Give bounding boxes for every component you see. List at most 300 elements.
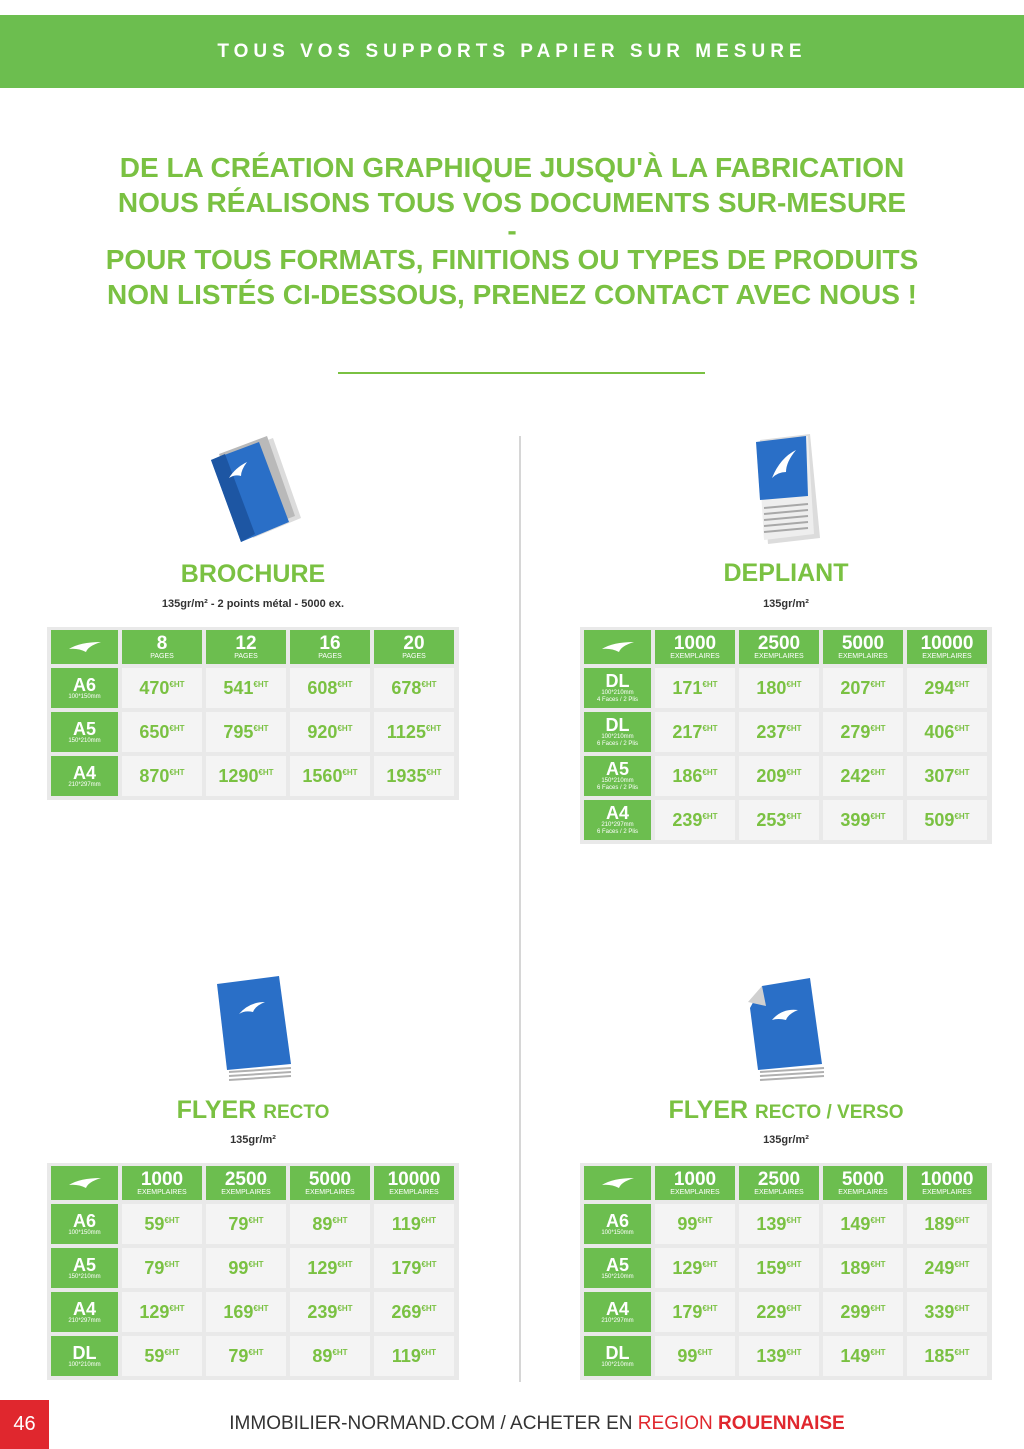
- price-value: 608: [307, 677, 338, 698]
- price-cell: [907, 800, 987, 840]
- format-dims: 100*210mm: [601, 690, 634, 696]
- price-cell: [823, 1292, 903, 1332]
- price-value: 159: [756, 1257, 787, 1278]
- headline-separator: -: [507, 215, 517, 246]
- format-label: [51, 668, 118, 708]
- format-name: A6: [72, 674, 96, 695]
- price-value: 185: [924, 1345, 955, 1366]
- price-value: 189: [924, 1213, 955, 1234]
- format-name: DL: [605, 671, 630, 691]
- price-value: 180: [756, 677, 787, 698]
- price-suffix: €HT: [248, 1215, 264, 1225]
- column-header: [206, 1166, 286, 1200]
- price-cell: [122, 1336, 202, 1376]
- price-value: 239: [672, 809, 703, 830]
- price-value: 59: [144, 1345, 165, 1366]
- footer-site: IMMOBILIER-NORMAND.COM / ACHETER EN: [229, 1413, 638, 1434]
- price-value: 279: [840, 721, 871, 742]
- column-unit: PAGES: [318, 652, 342, 660]
- price-suffix: €HT: [169, 767, 185, 777]
- price-cell: [290, 1336, 370, 1376]
- swoosh-icon: [601, 1176, 635, 1190]
- column-unit: EXEMPLAIRES: [305, 1188, 355, 1196]
- price-cell: [907, 668, 987, 708]
- column-value: 8: [156, 632, 168, 654]
- price-cell: [122, 712, 202, 752]
- price-value: 678: [391, 677, 422, 698]
- column-header: [907, 1166, 987, 1200]
- price-suffix: €HT: [786, 1215, 802, 1225]
- format-label: [51, 1204, 118, 1244]
- price-value: 217: [672, 721, 703, 742]
- price-cell: [290, 1204, 370, 1244]
- table-row: [584, 756, 988, 796]
- price-suffix: €HT: [786, 1347, 802, 1357]
- column-divider: [519, 436, 521, 1382]
- price-cell: [206, 1248, 286, 1288]
- format-dims: 210*297mm: [601, 1317, 634, 1324]
- price-suffix: €HT: [954, 1347, 970, 1357]
- price-cell: [823, 1204, 903, 1244]
- table-corner: [584, 630, 651, 664]
- format-name: A6: [72, 1210, 96, 1231]
- price-value: 650: [139, 721, 170, 742]
- column-unit: EXEMPLAIRES: [838, 652, 888, 660]
- page-number: 46: [0, 1400, 49, 1449]
- price-table: [47, 627, 459, 800]
- format-name: DL: [605, 1342, 630, 1363]
- price-cell: [290, 756, 370, 796]
- product-title: DEPLIANT: [723, 559, 849, 587]
- flyer-recto-verso-icon: [744, 976, 828, 1086]
- price-suffix: €HT: [420, 1215, 437, 1225]
- column-unit: EXEMPLAIRES: [922, 652, 972, 660]
- table-row: [584, 1204, 988, 1244]
- price-suffix: €HT: [697, 1347, 713, 1357]
- price-suffix: €HT: [786, 1303, 802, 1313]
- price-table: [580, 1163, 992, 1380]
- price-value: 99: [228, 1257, 249, 1278]
- price-suffix: €HT: [786, 723, 802, 733]
- column-header: [122, 1166, 202, 1200]
- format-label: [51, 1292, 118, 1332]
- format-label: [584, 800, 651, 840]
- table-row: [51, 1248, 455, 1288]
- price-cell: [823, 668, 903, 708]
- format-name: A5: [605, 1254, 629, 1275]
- price-value: 79: [144, 1257, 165, 1278]
- column-unit: PAGES: [234, 652, 258, 660]
- column-header: [374, 630, 454, 664]
- price-suffix: €HT: [954, 767, 970, 777]
- price-cell: [374, 1204, 454, 1244]
- column-header: [823, 1166, 903, 1200]
- price-suffix: €HT: [421, 1303, 437, 1313]
- price-suffix: €HT: [426, 767, 442, 777]
- column-header: [823, 630, 903, 664]
- price-suffix: €HT: [169, 679, 185, 689]
- price-value: 179: [391, 1257, 422, 1278]
- price-value: 129: [139, 1301, 170, 1322]
- column-header: [655, 1166, 735, 1200]
- table-row: [584, 712, 988, 752]
- price-cell: [122, 1292, 202, 1332]
- format-extra: 6 Faces / 2 Plis: [596, 829, 638, 835]
- format-name: A4: [605, 803, 629, 823]
- price-value: 139: [756, 1345, 787, 1366]
- price-value: 920: [307, 721, 338, 742]
- column-value: 1000: [140, 1168, 184, 1190]
- column-value: 10000: [920, 1168, 974, 1190]
- format-label: [584, 668, 651, 708]
- price-cell: [374, 1292, 454, 1332]
- price-value: 399: [840, 809, 871, 830]
- price-cell: [907, 712, 987, 752]
- price-cell: [739, 756, 819, 796]
- price-cell: [823, 1336, 903, 1376]
- table-row: [51, 668, 455, 708]
- format-dims: 100*210mm: [601, 734, 634, 740]
- price-cell: [122, 756, 202, 796]
- table-row: [584, 668, 988, 708]
- price-value: 1290: [218, 765, 259, 786]
- column-unit: EXEMPLAIRES: [670, 652, 720, 660]
- price-suffix: €HT: [332, 1347, 348, 1357]
- price-value: 229: [756, 1301, 787, 1322]
- price-value: 1125: [386, 721, 426, 742]
- format-dims: 100*210mm: [68, 1361, 101, 1368]
- price-value: 89: [312, 1345, 333, 1366]
- table-row: [51, 1292, 455, 1332]
- price-suffix: €HT: [421, 679, 437, 689]
- format-name: A4: [605, 1298, 629, 1319]
- format-extra: 6 Faces / 2 Plis: [596, 741, 638, 747]
- headline: [0, 150, 1024, 312]
- column-unit: EXEMPLAIRES: [221, 1188, 271, 1196]
- table-row: [584, 1336, 988, 1376]
- column-value: 16: [319, 632, 341, 654]
- price-cell: [290, 712, 370, 752]
- column-unit: PAGES: [150, 652, 174, 660]
- product-title: BROCHURE: [180, 560, 326, 588]
- price-value: 339: [924, 1301, 955, 1322]
- price-cell: [374, 756, 454, 796]
- price-cell: [374, 1336, 454, 1376]
- headline-line-3: POUR TOUS FORMATS, FINITIONS OU TYPES DE PRODUITS: [105, 244, 919, 275]
- price-value: 406: [924, 721, 955, 742]
- format-label: [51, 1248, 118, 1288]
- price-suffix: €HT: [870, 1215, 886, 1225]
- table-header-row: [584, 630, 988, 664]
- product-spec: 135gr/m²: [230, 1134, 276, 1146]
- price-suffix: €HT: [702, 811, 718, 821]
- column-header: [290, 630, 370, 664]
- column-header: [907, 630, 987, 664]
- price-value: 795: [223, 721, 254, 742]
- price-suffix: €HT: [954, 1215, 970, 1225]
- price-cell: [206, 1336, 286, 1376]
- price-value: 179: [672, 1301, 703, 1322]
- price-value: 294: [924, 677, 955, 698]
- price-value: 129: [672, 1257, 703, 1278]
- product-title: FLYER RECTO / VERSO: [668, 1096, 904, 1124]
- price-value: 209: [756, 765, 787, 786]
- headline-line-4: NON LISTÉS CI-DESSOUS, PRENEZ CONTACT AVEC NOUS !: [107, 279, 917, 310]
- price-value: 189: [840, 1257, 871, 1278]
- depliant-icon: [752, 434, 824, 552]
- price-value: 541: [223, 677, 254, 698]
- swoosh-icon: [601, 640, 635, 654]
- footer-city: ROUENNAISE: [718, 1413, 845, 1434]
- column-unit: EXEMPLAIRES: [137, 1188, 187, 1196]
- column-value: 12: [235, 632, 257, 654]
- format-label: [51, 1336, 118, 1376]
- price-cell: [739, 800, 819, 840]
- table-corner: [584, 1166, 651, 1200]
- table-row: [584, 1292, 988, 1332]
- price-suffix: €HT: [337, 679, 353, 689]
- price-cell: [655, 800, 735, 840]
- price-suffix: €HT: [337, 1303, 353, 1313]
- price-suffix: €HT: [421, 1259, 437, 1269]
- format-dims: 210*297mm: [68, 781, 101, 788]
- price-value: 149: [840, 1213, 871, 1234]
- price-suffix: €HT: [786, 767, 802, 777]
- product-spec: 135gr/m²: [763, 1134, 809, 1146]
- table-corner: [51, 1166, 118, 1200]
- price-cell: [290, 668, 370, 708]
- table-row: [51, 1336, 455, 1376]
- price-value: 79: [228, 1213, 249, 1234]
- format-name: A5: [72, 718, 96, 739]
- format-extra: 4 Faces / 2 Plis: [596, 697, 638, 703]
- price-cell: [655, 1336, 735, 1376]
- column-unit: EXEMPLAIRES: [838, 1188, 888, 1196]
- column-value: 5000: [841, 1168, 885, 1190]
- price-suffix: €HT: [164, 1259, 180, 1269]
- price-value: 169: [223, 1301, 254, 1322]
- price-value: 207: [840, 677, 871, 698]
- column-value: 2500: [224, 1168, 268, 1190]
- format-dims: 100*150mm: [68, 1229, 101, 1236]
- format-dims: 100*210mm: [601, 1361, 634, 1368]
- price-suffix: €HT: [702, 723, 718, 733]
- price-cell: [907, 1248, 987, 1288]
- headline-line-2: NOUS RÉALISONS TOUS VOS DOCUMENTS SUR-MESURE: [117, 187, 907, 218]
- price-suffix: €HT: [870, 1259, 886, 1269]
- price-cell: [823, 1248, 903, 1288]
- format-dims: 150*210mm: [68, 737, 101, 744]
- format-extra: 6 Faces / 2 Plis: [596, 785, 638, 791]
- price-value: 79: [228, 1345, 249, 1366]
- headline-rule: [338, 372, 705, 374]
- price-cell: [907, 1204, 987, 1244]
- product-spec: 135gr/m² - 2 points métal - 5000 ex.: [161, 598, 345, 610]
- table-row: [51, 712, 455, 752]
- price-cell: [823, 756, 903, 796]
- table-header-row: [584, 1166, 988, 1200]
- price-table: [580, 627, 992, 844]
- price-value: 139: [756, 1213, 787, 1234]
- price-suffix: €HT: [248, 1347, 264, 1357]
- price-suffix: €HT: [870, 811, 886, 821]
- price-value: 237: [756, 721, 787, 742]
- price-suffix: €HT: [870, 1303, 886, 1313]
- column-value: 5000: [841, 632, 885, 654]
- price-suffix: €HT: [954, 679, 970, 689]
- price-value: 59: [144, 1213, 165, 1234]
- price-cell: [122, 1204, 202, 1244]
- format-label: [584, 756, 651, 796]
- column-value: 10000: [387, 1168, 441, 1190]
- format-dims: 150*210mm: [601, 1273, 634, 1280]
- footer-text: [0, 1413, 1024, 1435]
- format-label: [584, 1248, 651, 1288]
- price-cell: [655, 1292, 735, 1332]
- column-value: 5000: [308, 1168, 352, 1190]
- headline-line-1: DE LA CRÉATION GRAPHIQUE JUSQU'À LA FABRICATION: [119, 152, 905, 183]
- format-label: [51, 756, 118, 796]
- price-suffix: €HT: [425, 723, 442, 733]
- price-cell: [122, 1248, 202, 1288]
- column-header: [122, 630, 202, 664]
- table-header-row: [51, 1166, 455, 1200]
- format-dims: 100*150mm: [601, 1229, 634, 1236]
- format-label: [584, 1292, 651, 1332]
- column-value: 2500: [757, 632, 801, 654]
- price-suffix: €HT: [870, 767, 886, 777]
- price-value: 1935: [386, 765, 427, 786]
- price-suffix: €HT: [870, 679, 886, 689]
- price-cell: [206, 1292, 286, 1332]
- price-suffix: €HT: [786, 1259, 802, 1269]
- table-row: [51, 756, 455, 796]
- swoosh-icon: [68, 640, 102, 654]
- column-header: [374, 1166, 454, 1200]
- format-name: A6: [605, 1210, 629, 1231]
- price-suffix: €HT: [169, 1303, 185, 1313]
- price-cell: [739, 712, 819, 752]
- product-title: FLYER RECTO: [176, 1096, 330, 1124]
- table-corner: [51, 630, 118, 664]
- brochure-icon: [207, 434, 307, 552]
- price-suffix: €HT: [702, 767, 718, 777]
- price-suffix: €HT: [337, 723, 353, 733]
- column-unit: EXEMPLAIRES: [754, 652, 804, 660]
- header-banner: [0, 15, 1024, 88]
- price-cell: [290, 1248, 370, 1288]
- column-unit: PAGES: [402, 652, 426, 660]
- price-cell: [206, 1204, 286, 1244]
- price-value: 171: [672, 677, 703, 698]
- price-cell: [206, 712, 286, 752]
- price-suffix: €HT: [697, 1215, 713, 1225]
- price-suffix: €HT: [169, 723, 185, 733]
- format-dims: 210*297mm: [601, 822, 634, 828]
- swoosh-icon: [68, 1176, 102, 1190]
- column-value: 20: [403, 632, 425, 654]
- format-label: [51, 712, 118, 752]
- price-cell: [122, 668, 202, 708]
- price-value: 99: [677, 1213, 698, 1234]
- format-label: [584, 1204, 651, 1244]
- price-value: 119: [391, 1345, 421, 1366]
- banner-title: TOUS VOS SUPPORTS PAPIER SUR MESURE: [217, 40, 807, 62]
- price-cell: [739, 1292, 819, 1332]
- price-value: 99: [677, 1345, 698, 1366]
- price-suffix: €HT: [702, 1303, 718, 1313]
- price-cell: [655, 756, 735, 796]
- price-value: 186: [672, 765, 703, 786]
- price-value: 89: [312, 1213, 333, 1234]
- price-suffix: €HT: [870, 723, 886, 733]
- price-suffix: €HT: [164, 1347, 180, 1357]
- column-unit: EXEMPLAIRES: [922, 1188, 972, 1196]
- product-spec: 135gr/m²: [763, 598, 809, 610]
- format-dims: 150*210mm: [68, 1273, 101, 1280]
- price-suffix: €HT: [786, 679, 802, 689]
- format-dims: 210*297mm: [68, 1317, 101, 1324]
- price-suffix: €HT: [954, 1303, 970, 1313]
- format-name: A5: [605, 759, 629, 779]
- column-value: 10000: [920, 632, 974, 654]
- price-suffix: €HT: [786, 811, 802, 821]
- price-value: 129: [307, 1257, 338, 1278]
- price-suffix: €HT: [954, 811, 970, 821]
- price-suffix: €HT: [337, 1259, 353, 1269]
- price-cell: [907, 1336, 987, 1376]
- column-header: [655, 630, 735, 664]
- price-suffix: €HT: [702, 1259, 718, 1269]
- price-cell: [823, 800, 903, 840]
- price-cell: [739, 1248, 819, 1288]
- column-unit: EXEMPLAIRES: [754, 1188, 804, 1196]
- price-cell: [655, 668, 735, 708]
- price-value: 149: [840, 1345, 871, 1366]
- price-value: 119: [391, 1213, 421, 1234]
- price-cell: [374, 1248, 454, 1288]
- format-name: DL: [72, 1342, 97, 1363]
- price-cell: [206, 668, 286, 708]
- price-suffix: €HT: [253, 679, 269, 689]
- price-value: 470: [139, 677, 170, 698]
- price-cell: [739, 1204, 819, 1244]
- column-header: [739, 630, 819, 664]
- format-label: [584, 712, 651, 752]
- price-value: 509: [924, 809, 955, 830]
- price-suffix: €HT: [253, 1303, 269, 1313]
- table-row: [51, 1204, 455, 1244]
- price-cell: [206, 756, 286, 796]
- table-header-row: [51, 630, 455, 664]
- price-cell: [655, 1248, 735, 1288]
- price-cell: [655, 712, 735, 752]
- price-cell: [655, 1204, 735, 1244]
- price-value: 269: [391, 1301, 422, 1322]
- flyer-recto-icon: [213, 974, 293, 1086]
- table-row: [584, 1248, 988, 1288]
- price-suffix: €HT: [253, 723, 269, 733]
- price-suffix: €HT: [954, 1259, 970, 1269]
- column-value: 1000: [673, 1168, 717, 1190]
- price-value: 1560: [302, 765, 343, 786]
- table-row: [584, 800, 988, 840]
- column-value: 1000: [673, 632, 717, 654]
- price-suffix: €HT: [332, 1215, 348, 1225]
- price-table: [47, 1163, 459, 1380]
- price-cell: [907, 756, 987, 796]
- price-cell: [374, 712, 454, 752]
